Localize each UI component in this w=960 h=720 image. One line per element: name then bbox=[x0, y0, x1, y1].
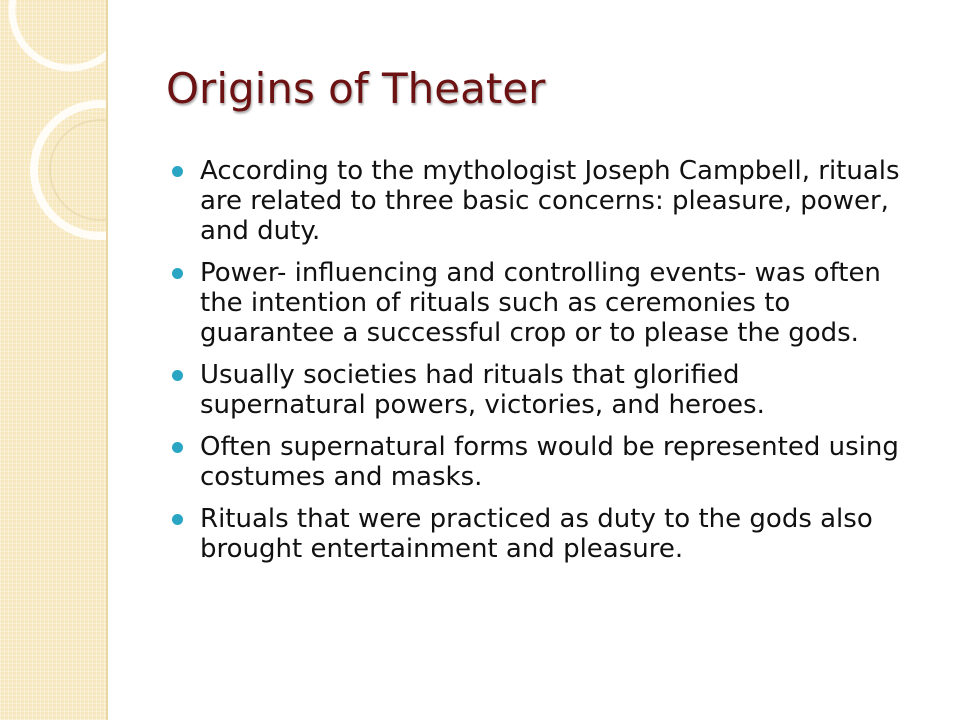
bullet-text: Power- influencing and controlling events- was often the intention of rituals such as ceremonies to guarantee a successful crop or to please the gods. bbox=[200, 258, 881, 348]
bullet-dot-icon bbox=[172, 268, 183, 279]
bullet-item bbox=[170, 432, 910, 492]
bullet-dot-icon bbox=[172, 370, 183, 381]
bullet-text: Often supernatural forms would be represented using costumes and masks. bbox=[200, 432, 899, 492]
decorative-left-strip bbox=[0, 0, 108, 720]
bullet-dot-icon bbox=[172, 166, 183, 177]
bullet-text: According to the mythologist Joseph Campbell, rituals are related to three basic concerns: pleasure, power, and duty. bbox=[200, 156, 900, 246]
bullet-item bbox=[170, 360, 910, 420]
bullet-text: Usually societies had rituals that glorified supernatural powers, victories, and heroes. bbox=[200, 360, 765, 420]
bullet-item bbox=[170, 156, 910, 246]
decorative-circles bbox=[0, 0, 106, 240]
bullet-dot-icon bbox=[172, 442, 183, 453]
bullet-item bbox=[170, 504, 910, 564]
bullet-item bbox=[170, 258, 910, 348]
bullet-list bbox=[170, 156, 910, 576]
bullet-dot-icon bbox=[172, 514, 183, 525]
bullet-text: Rituals that were practiced as duty to the gods also brought entertainment and pleasure. bbox=[200, 504, 873, 564]
slide-title: Origins of Theater bbox=[166, 64, 546, 113]
